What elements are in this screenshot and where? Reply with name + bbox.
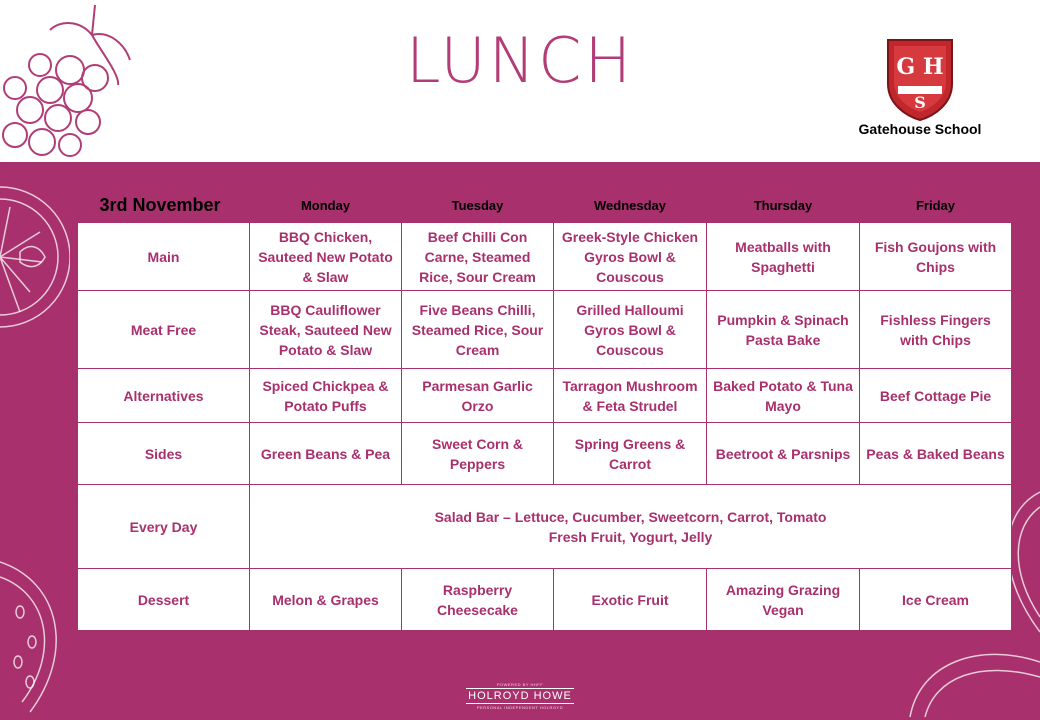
school-crest-icon	[884, 36, 956, 122]
page-title: LUNCH	[405, 24, 635, 97]
menu-cell: Fishless Fingers with Chips	[860, 291, 1012, 369]
menu-cell: Greek-Style Chicken Gyros Bowl & Couscous	[554, 223, 707, 291]
menu-cell: Beef Cottage Pie	[860, 369, 1012, 423]
day-header: Wednesday	[554, 188, 707, 223]
row-label: Every Day	[78, 485, 250, 569]
tomato-illustration	[0, 162, 70, 362]
lemon-illustration	[900, 632, 1040, 720]
menu-cell: Sweet Corn & Peppers	[402, 423, 554, 485]
menu-cell: Ice Cream	[860, 569, 1012, 631]
menu-cell: Beef Chilli Con Carne, Steamed Rice, Sour Cream	[402, 223, 554, 291]
menu-cell: Parmesan Garlic Orzo	[402, 369, 554, 423]
menu-cell: Beetroot & Parsnips	[707, 423, 860, 485]
school-name: Gatehouse School	[858, 121, 982, 137]
menu-cell: BBQ Chicken, Sauteed New Potato & Slaw	[250, 223, 402, 291]
logo-bottom-text: PERSONAL INDEPENDENT HOLROYD	[476, 705, 564, 710]
menu-cell: Spring Greens & Carrot	[554, 423, 707, 485]
table-row	[78, 369, 1012, 423]
every-day-line: Fresh Fruit, Yogurt, Jelly	[548, 528, 713, 545]
table-row	[78, 423, 1012, 485]
menu-cell: BBQ Cauliflower Steak, Sauteed New Potato & Slaw	[250, 291, 402, 369]
row-label: Dessert	[78, 569, 250, 631]
row-label: Meat Free	[78, 291, 250, 369]
menu-cell: Exotic Fruit	[554, 569, 707, 631]
menu-cell: Pumpkin & Spinach Pasta Bake	[707, 291, 860, 369]
lunch-menu-table	[77, 188, 1012, 631]
menu-cell: Grilled Halloumi Gyros Bowl & Couscous	[554, 291, 707, 369]
menu-cell: Amazing Grazing Vegan	[707, 569, 860, 631]
menu-cell: Meatballs with Spaghetti	[707, 223, 860, 291]
menu-cell: Spiced Chickpea & Potato Puffs	[250, 369, 402, 423]
day-header: Friday	[860, 188, 1012, 223]
menu-cell: Melon & Grapes	[250, 569, 402, 631]
watermelon-illustration	[0, 542, 80, 720]
holroyd-howe-logo	[466, 682, 574, 710]
svg-text:G H: G H	[896, 54, 944, 80]
table-row	[78, 485, 1012, 569]
menu-cell: Peas & Baked Beans	[860, 423, 1012, 485]
every-day-cell	[250, 485, 1012, 569]
menu-date: 3rd November	[78, 188, 250, 223]
every-day-line: Salad Bar – Lettuce, Cucumber, Sweetcorn, Carrot, Tomato	[434, 508, 827, 525]
table-header-row	[78, 188, 1012, 223]
day-header: Thursday	[707, 188, 860, 223]
row-label: Alternatives	[78, 369, 250, 423]
day-header: Monday	[250, 188, 402, 223]
table-row	[78, 291, 1012, 369]
menu-cell: Baked Potato & Tuna Mayo	[707, 369, 860, 423]
day-header: Tuesday	[402, 188, 554, 223]
logo-main-text: HOLROYD HOWE	[466, 688, 574, 704]
logo-top-text: POWERED BY HHFF	[496, 682, 544, 687]
row-label: Sides	[78, 423, 250, 485]
table-row	[78, 223, 1012, 291]
menu-cell: Five Beans Chilli, Steamed Rice, Sour Cream	[402, 291, 554, 369]
menu-cell: Fish Goujons with Chips	[860, 223, 1012, 291]
table-row	[78, 569, 1012, 631]
svg-text:S: S	[914, 93, 926, 112]
menu-cell: Green Beans & Pea	[250, 423, 402, 485]
row-label: Main	[78, 223, 250, 291]
menu-cell: Raspberry Cheesecake	[402, 569, 554, 631]
menu-cell: Tarragon Mushroom & Feta Strudel	[554, 369, 707, 423]
